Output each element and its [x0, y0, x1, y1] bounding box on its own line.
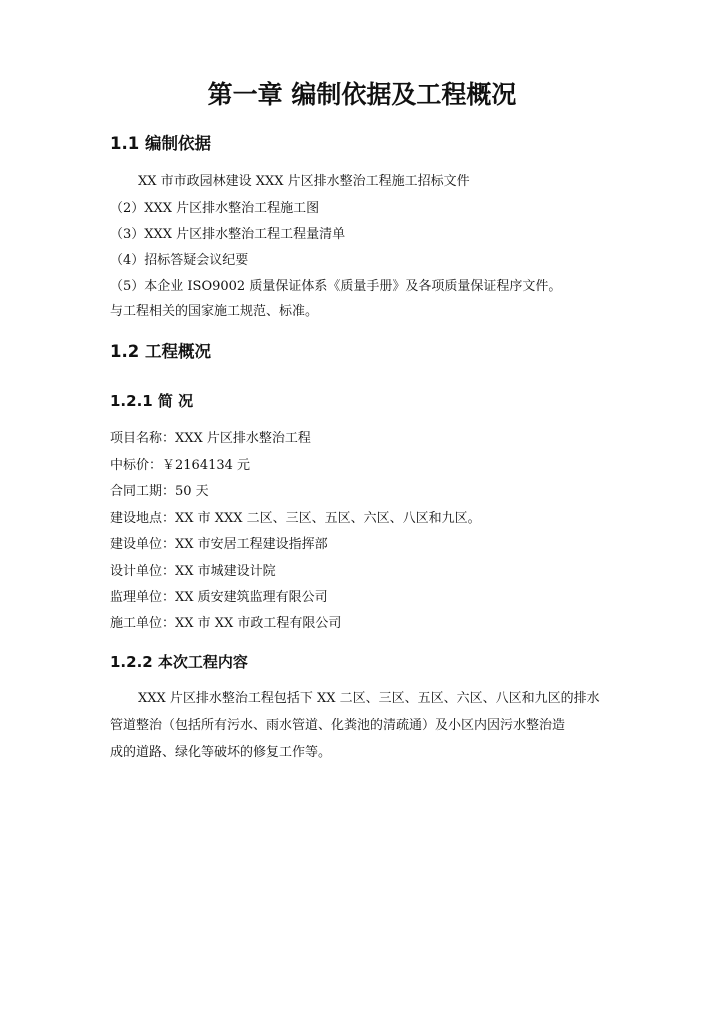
- scope-paragraph-line-1: XXX 片区排水整治工程包括下 XX 二区、三区、五区、六区、八区和九区的排水: [138, 691, 600, 706]
- basis-item-6: 与工程相关的国家施工规范、标准。: [110, 304, 319, 319]
- basis-item-2: （2）XXX 片区排水整治工程施工图: [110, 201, 320, 216]
- scope-paragraph-line-3: 成的道路、绿化等破坏的修复工作等。: [110, 745, 332, 760]
- overview-item-supervisor: 监理单位：XX 质安建筑监理有限公司: [110, 590, 328, 605]
- overview-item-owner: 建设单位：XX 市安居工程建设指挥部: [110, 537, 328, 552]
- chapter-title: 第一章 编制依据及工程概况: [207, 80, 517, 109]
- overview-item-location: 建设地点：XX 市 XXX 二区、三区、五区、六区、八区和九区。: [110, 511, 481, 526]
- scope-paragraph-line-2: 管道整治（包括所有污水、雨水管道、化粪池的清疏通）及小区内因污水整治造: [110, 718, 566, 733]
- overview-item-project-name: 项目名称：XXX 片区排水整治工程: [110, 431, 311, 446]
- overview-item-contractor: 施工单位：XX 市 XX 市政工程有限公司: [110, 616, 342, 631]
- basis-item-3: （3）XXX 片区排水整治工程工程量清单: [110, 227, 346, 242]
- subsection-heading-1-2-1: 1.2.1 简 况: [110, 392, 194, 410]
- overview-item-duration: 合同工期：50 天: [110, 484, 209, 499]
- section-heading-1-2: 1.2 工程概况: [110, 342, 211, 361]
- subsection-heading-1-2-2: 1.2.2 本次工程内容: [110, 653, 248, 671]
- basis-item-1: XX 市市政园林建设 XXX 片区排水整治工程施工招标文件: [138, 174, 470, 189]
- basis-item-5: （5）本企业 ISO9002 质量保证体系《质量手册》及各项质量保证程序文件。: [110, 279, 562, 294]
- overview-item-designer: 设计单位：XX 市城建设计院: [110, 564, 276, 579]
- basis-item-4: （4）招标答疑会议纪要: [110, 253, 249, 268]
- overview-item-bid-price: 中标价：￥2164134 元: [110, 458, 251, 473]
- section-heading-1-1: 1.1 编制依据: [110, 134, 211, 153]
